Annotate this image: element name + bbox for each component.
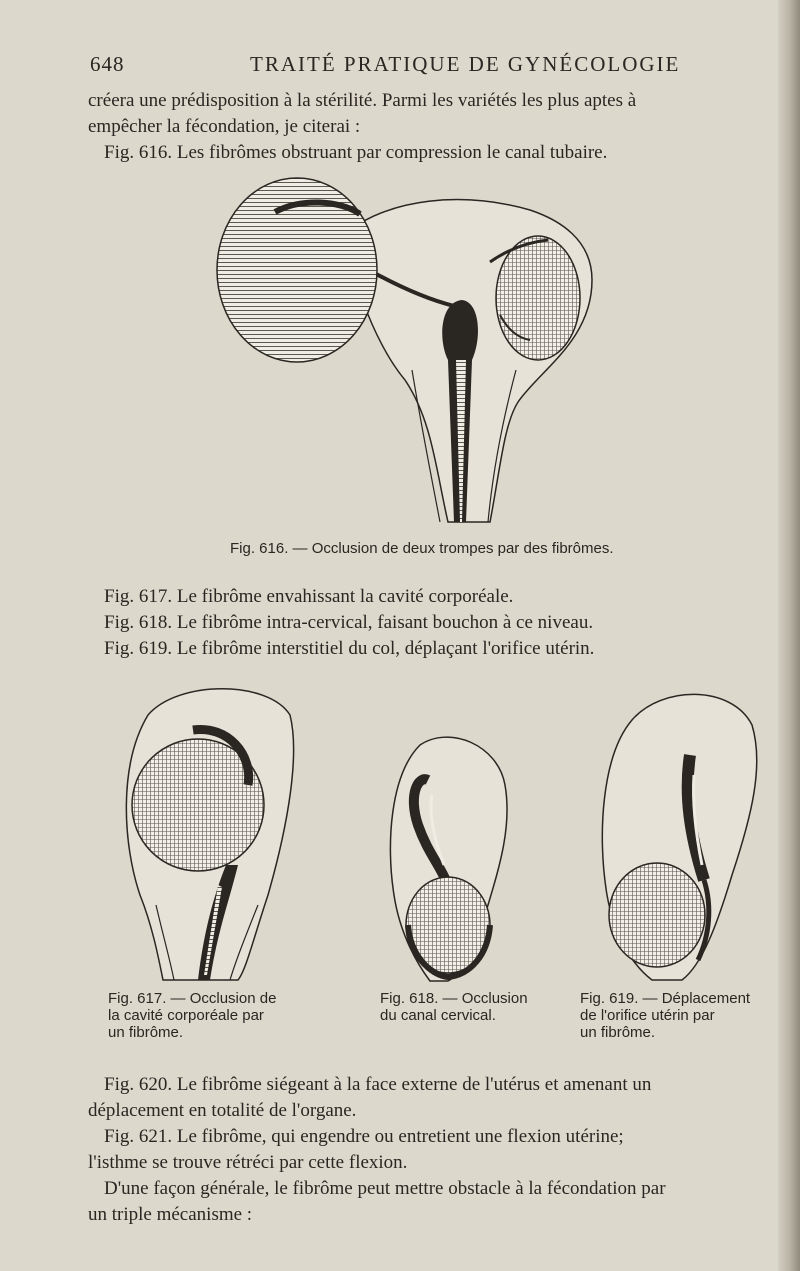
figure-619-illustration [592, 675, 762, 985]
figure-616-illustration [200, 170, 600, 530]
figure-619-caption-line3: un fibrôme. [580, 1024, 656, 1041]
figure-617-caption-line3: un fibrôme. [108, 1024, 184, 1041]
paragraph-bottom-line5: D'une façon générale, le fibrôme peut mettre obstacle à la fécondation par [104, 1178, 666, 1199]
running-title: TRAITÉ PRATIQUE DE GYNÉCOLOGIE [250, 52, 681, 76]
paragraph-bottom-line6: un triple mécanisme : [88, 1204, 253, 1225]
figure-617-caption-line1: Fig. 617. — Occlusion de [108, 990, 277, 1007]
figure-619-caption-line1: Fig. 619. — Déplacement [580, 990, 751, 1007]
paragraph-mid-line2: Fig. 618. Le fibrôme intra-cervical, faisant bouchon à ce niveau. [104, 612, 594, 633]
figure-617-illustration [118, 675, 298, 985]
paragraph-top-line3: Fig. 616. Les fibrômes obstruant par compression le canal tubaire. [104, 142, 608, 163]
paragraph-mid-line3: Fig. 619. Le fibrôme interstitiel du col, déplaçant l'orifice utérin. [104, 638, 595, 659]
paragraph-bottom-line1: Fig. 620. Le fibrôme siégeant à la face externe de l'utérus et amenant un [104, 1074, 652, 1095]
figure-619-caption-line2: de l'orifice utérin par [580, 1007, 715, 1024]
figure-618-caption-line1: Fig. 618. — Occlusion [380, 990, 528, 1007]
paragraph-top-line2: empêcher la fécondation, je citerai : [88, 116, 361, 137]
figure-618-caption-line2: du canal cervical. [380, 1007, 496, 1024]
page-number: 648 [90, 52, 125, 76]
paragraph-bottom-line2: déplacement en totalité de l'organe. [88, 1100, 357, 1121]
figure-616-caption: Fig. 616. — Occlusion de deux trompes par des fibrômes. [230, 540, 614, 557]
paragraph-bottom-line3: Fig. 621. Le fibrôme, qui engendre ou entretient une flexion utérine; [104, 1126, 624, 1147]
paragraph-top-line1: créera une prédisposition à la stérilité. Parmi les variétés les plus aptes à [88, 90, 637, 111]
paragraph-bottom-line4: l'isthme se trouve rétréci par cette flexion. [88, 1152, 408, 1173]
paragraph-mid-line1: Fig. 617. Le fibrôme envahissant la cavité corporéale. [104, 586, 514, 607]
figure-618-illustration [380, 725, 520, 985]
page-header [90, 52, 710, 84]
figure-617-caption-line2: la cavité corporéale par [108, 1007, 264, 1024]
